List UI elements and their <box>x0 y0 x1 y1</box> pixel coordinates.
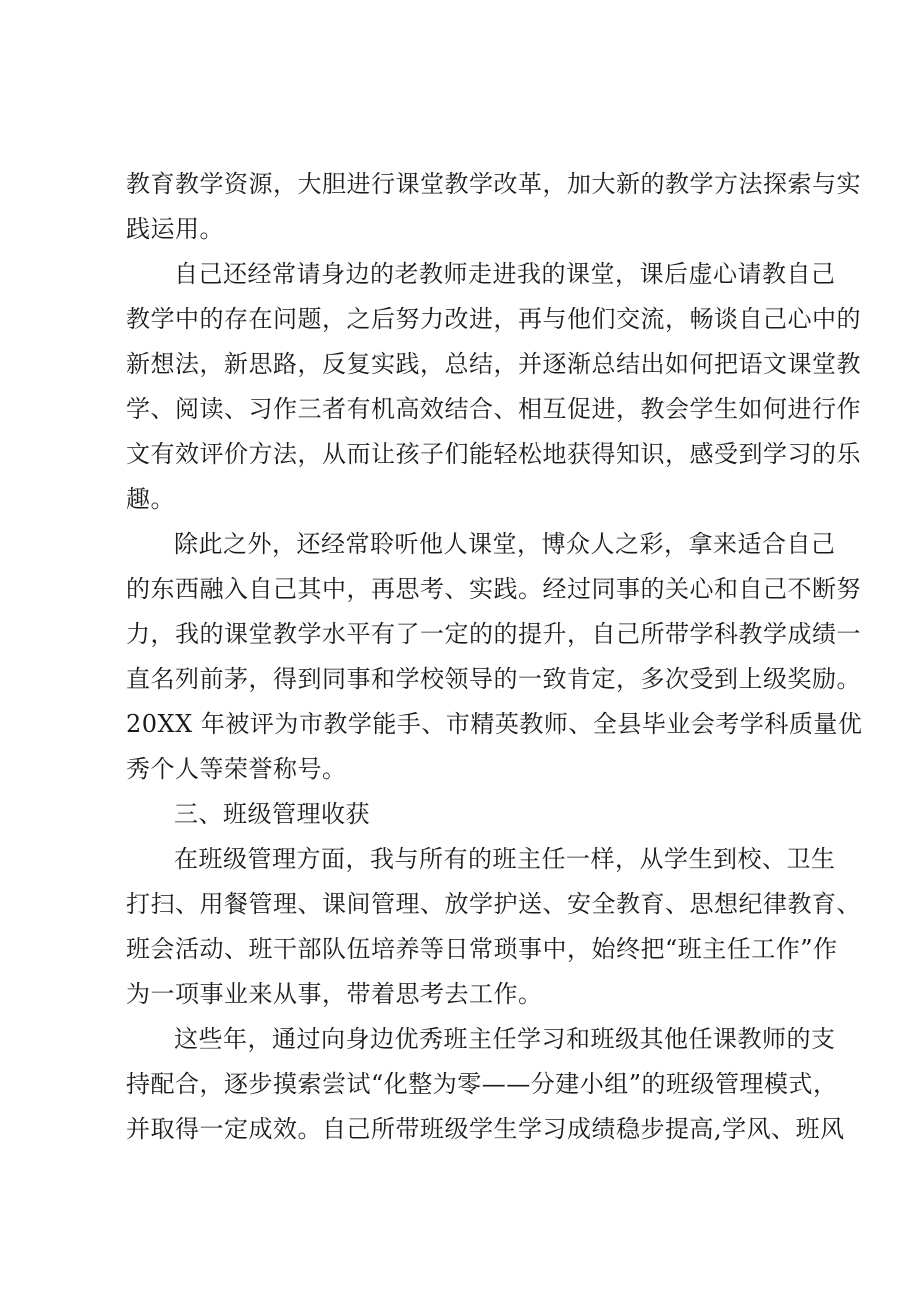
section-heading: 三、班级管理收获 <box>174 800 370 828</box>
text-line: 教育教学资源，大胆进行课堂教学改革，加大新的教学方法探索与实 <box>126 170 861 198</box>
paragraph-start-line: 自己还经常请身边的老教师走进我的课堂，课后虚心请教自己 <box>174 260 836 288</box>
paragraph-start-line: 除此之外，还经常聆听他人课堂，博众人之彩，拿来适合自己 <box>174 530 836 558</box>
text-line: 直名列前茅，得到同事和学校领导的一致肯定，多次受到上级奖励。 <box>126 665 861 693</box>
paragraph-start-line: 这些年，通过向身边优秀班主任学习和班级其他任课教师的支 <box>174 1025 836 1053</box>
text-line: 打扫、用餐管理、课间管理、放学护送、安全教育、思想纪律教育、 <box>126 890 861 918</box>
text-line: 班会活动、班干部队伍培养等日常琐事中，始终把“班主任工作”作 <box>126 935 838 963</box>
text-line: 的东西融入自己其中，再思考、实践。经过同事的关心和自己不断努 <box>126 575 861 603</box>
text-line: 持配合，逐步摸索尝试“化整为零——分建小组”的班级管理模式， <box>126 1070 838 1098</box>
text-line: 20XX 年被评为市教学能手、市精英教师、全县毕业会考学科质量优 <box>126 710 863 738</box>
text-line: 教学中的存在问题，之后努力改进，再与他们交流，畅谈自己心中的 <box>126 305 861 333</box>
text-line: 力，我的课堂教学水平有了一定的的提升，自己所带学科教学成绩一 <box>126 620 861 648</box>
text-line: 践运用。 <box>126 215 224 243</box>
text-line: 为一项事业来从事，带着思考去工作。 <box>126 980 543 1008</box>
text-line: 新想法，新思路，反复实践，总结，并逐渐总结出如何把语文课堂教 <box>126 350 861 378</box>
paragraph-start-line: 在班级管理方面，我与所有的班主任一样，从学生到校、卫生 <box>174 845 836 873</box>
text-line: 学、阅读、习作三者有机高效结合、相互促进，教会学生如何进行作 <box>126 395 861 423</box>
text-line: 文有效评价方法，从而让孩子们能轻松地获得知识，感受到学习的乐 <box>126 440 861 468</box>
text-line: 秀个人等荣誉称号。 <box>126 755 347 783</box>
text-line: 趣。 <box>126 485 175 513</box>
text-line: 并取得一定成效。自己所带班级学生学习成绩稳步提高,学风、班风 <box>126 1115 845 1143</box>
